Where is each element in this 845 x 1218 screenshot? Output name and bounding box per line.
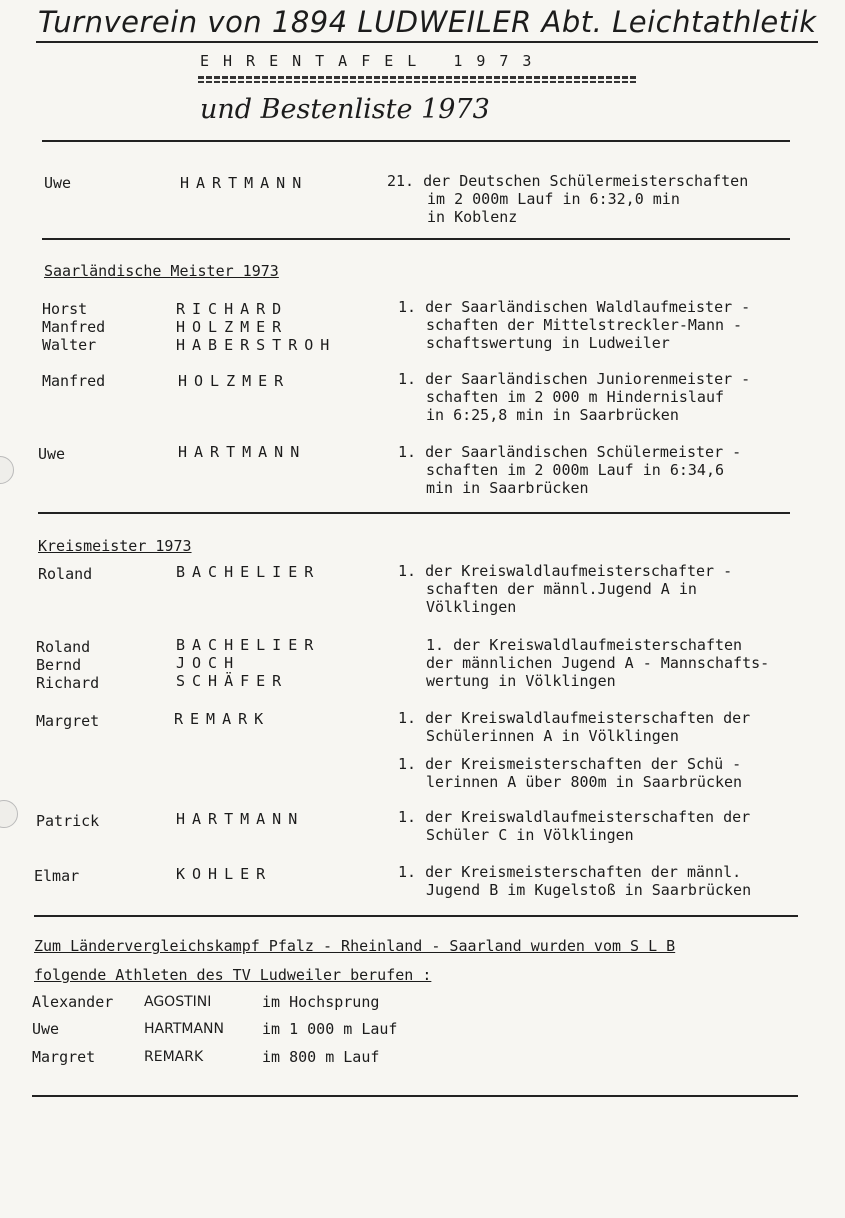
- achievement-text: 1. der Saarländischen Juniorenmeister - schaften im 2 000 m Hindernislauf in 6:25,8 min in Saarbrücken: [398, 370, 751, 424]
- achievement-text: 1. der Kreiswaldlaufmeisterschaften der männlichen Jugend A - Mannschafts- wertung in Völklingen: [426, 636, 770, 690]
- athlete-last-name: HARTMANN: [144, 1021, 224, 1037]
- laender-heading-line1: Zum Ländervergleichskampf Pfalz - Rheinland - Saarland wurden vom S L B: [34, 937, 676, 955]
- athlete-event: im 1 000 m Lauf: [262, 1020, 398, 1038]
- athlete-last-name: BACHELIER: [176, 563, 321, 581]
- athlete-last-name: REMARK: [174, 710, 271, 728]
- athlete-last-name: HARTMANN: [180, 174, 309, 192]
- athlete-event: im 800 m Lauf: [262, 1048, 380, 1066]
- punch-hole: [0, 800, 18, 828]
- laender-heading-line2: folgende Athleten des TV Ludweiler berufen :: [34, 966, 432, 984]
- athlete-last-name: HARTMANN: [178, 443, 307, 461]
- athlete-last-names: BACHELIER JOCH SCHÄFER: [176, 636, 321, 690]
- bestenliste-heading: und Bestenliste 1973: [200, 94, 490, 125]
- athlete-last-name: HARTMANN: [176, 810, 305, 828]
- athlete-last-names: RICHARD HOLZMER HABERSTROH: [176, 300, 337, 354]
- athlete-first-name: Patrick: [36, 812, 100, 830]
- divider: [42, 140, 790, 142]
- achievement-text: 1. der Kreiswaldlaufmeisterschaften der Schüler C in Völklingen: [398, 808, 751, 844]
- section-heading-saar: Saarländische Meister 1973: [44, 262, 279, 280]
- achievement-text: 21. der Deutschen Schülermeisterschaften im 2 000m Lauf in 6:32,0 min in Koblenz: [387, 172, 749, 226]
- divider: [34, 915, 798, 917]
- achievement-text: 1. der Kreismeisterschaften der Schü - lerinnen A über 800m in Saarbrücken: [398, 755, 743, 791]
- page-title: Turnverein von 1894 LUDWEILER Abt. Leichtathletik: [38, 5, 817, 39]
- divider: [38, 512, 790, 514]
- ehrentafel-double-rule: [198, 76, 636, 79]
- athlete-first-name: Uwe: [38, 445, 66, 463]
- athlete-event: im Hochsprung: [262, 993, 380, 1011]
- athlete-last-name: KOHLER: [176, 865, 273, 883]
- divider: [42, 238, 790, 240]
- athlete-first-name: Margret: [36, 712, 100, 730]
- athlete-first-name: Uwe: [44, 174, 72, 192]
- athlete-first-names: Roland Bernd Richard: [36, 638, 100, 692]
- divider: [32, 1095, 798, 1097]
- ehrentafel-double-rule-2: [198, 81, 636, 83]
- athlete-first-name: Margret: [32, 1048, 96, 1066]
- athlete-last-name: REMARK: [144, 1049, 204, 1065]
- athlete-first-names: Horst Manfred Walter: [42, 300, 106, 354]
- athlete-first-name: Alexander: [32, 993, 114, 1011]
- achievement-text: 1. der Kreismeisterschaften der männl. Jugend B im Kugelstoß in Saarbrücken: [398, 863, 752, 899]
- achievement-text: 1. der Saarländischen Schülermeister - schaften im 2 000m Lauf in 6:34,6 min in Saarbrücken: [398, 443, 742, 497]
- section-heading-kreis: Kreismeister 1973: [38, 537, 192, 555]
- athlete-first-name: Uwe: [32, 1020, 60, 1038]
- athlete-first-name: Manfred: [42, 372, 106, 390]
- punch-hole: [0, 456, 14, 484]
- athlete-first-name: Elmar: [34, 867, 80, 885]
- athlete-last-name: HOLZMER: [178, 372, 291, 390]
- ehrentafel-heading: EHRENTAFEL 1973: [200, 52, 546, 70]
- athlete-first-name: Roland: [38, 565, 93, 583]
- title-underline: [36, 41, 818, 43]
- achievement-text: 1. der Saarländischen Waldlaufmeister - schaften der Mittelstreckler-Mann - schaftswertung in Ludweiler: [398, 298, 751, 352]
- athlete-last-name: AGOSTINI: [144, 994, 212, 1010]
- achievement-text: 1. der Kreiswaldlaufmeisterschaften der Schülerinnen A in Völklingen: [398, 709, 751, 745]
- achievement-text: 1. der Kreiswaldlaufmeisterschafter - schaften der männl.Jugend A in Völklingen: [398, 562, 733, 616]
